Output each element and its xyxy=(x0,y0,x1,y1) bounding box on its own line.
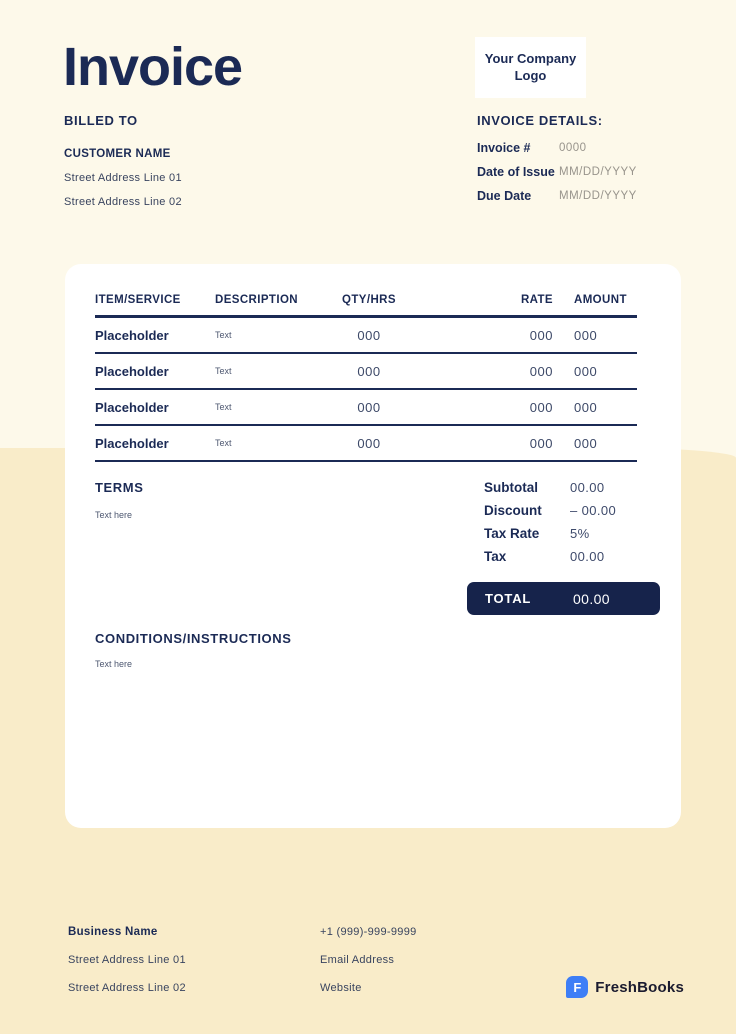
discount-label: Discount xyxy=(484,503,542,518)
total-value: 00.00 xyxy=(572,590,610,607)
billed-address-line-2: Street Address Line 02 xyxy=(64,196,182,208)
terms-and-totals-section xyxy=(95,480,660,615)
footer xyxy=(68,918,684,1002)
business-name: Business Name xyxy=(68,926,158,938)
due-date-label: Due Date xyxy=(477,189,532,203)
tax-rate-label: Tax Rate xyxy=(484,526,540,541)
tax-label: Tax xyxy=(484,549,507,564)
item-qty: 000 xyxy=(357,327,381,343)
business-address-line-2: Street Address Line 02 xyxy=(68,982,186,994)
item-rate: 000 xyxy=(529,399,553,415)
column-header-rate: RATE xyxy=(520,293,553,306)
invoice-card xyxy=(65,264,681,828)
conditions-text: Text here xyxy=(95,659,133,669)
item-description: Text xyxy=(215,402,232,412)
item-qty: 000 xyxy=(357,363,381,379)
discount-row xyxy=(484,503,660,526)
table-row xyxy=(95,318,637,354)
column-header-qty-hrs: QTY/HRS xyxy=(342,293,396,306)
invoice-details-heading: INVOICE DETAILS: xyxy=(477,113,603,128)
terms-section xyxy=(95,480,467,615)
item-rate: 000 xyxy=(529,435,553,451)
invoice-number-row xyxy=(477,136,637,160)
business-address-line-1: Street Address Line 01 xyxy=(68,954,186,966)
totals-section xyxy=(467,480,660,615)
subtotal-label: Subtotal xyxy=(484,480,538,495)
discount-value: – 00.00 xyxy=(570,503,617,518)
conditions-section xyxy=(95,631,660,669)
due-date-value: MM/DD/YYYY xyxy=(559,190,637,202)
freshbooks-logo xyxy=(566,976,684,998)
item-description: Text xyxy=(215,366,232,376)
item-name: Placeholder xyxy=(95,327,169,343)
email-address: Email Address xyxy=(320,954,395,966)
terms-text: Text here xyxy=(95,510,133,520)
invoice-number-label: Invoice # xyxy=(477,141,531,155)
freshbooks-wordmark: FreshBooks xyxy=(595,978,684,996)
line-items-table xyxy=(95,284,637,462)
tax-rate-row xyxy=(484,526,660,549)
footer-business-column xyxy=(68,918,320,1002)
item-amount: 000 xyxy=(574,363,598,379)
phone-number: +1 (999)-999-9999 xyxy=(320,926,417,938)
date-of-issue-value: MM/DD/YYYY xyxy=(559,166,637,178)
terms-heading: TERMS xyxy=(95,480,144,495)
total-label: TOTAL xyxy=(485,591,532,606)
table-row xyxy=(95,390,637,426)
website: Website xyxy=(320,982,362,994)
tax-row xyxy=(484,549,660,572)
item-name: Placeholder xyxy=(95,435,169,451)
item-description: Text xyxy=(215,438,232,448)
invoice-number-value: 0000 xyxy=(559,142,587,154)
column-header-amount: AMOUNT xyxy=(574,293,627,306)
column-header-description: DESCRIPTION xyxy=(215,293,298,306)
tax-rate-value: 5% xyxy=(570,526,590,541)
billed-to-heading: BILLED TO xyxy=(64,113,138,128)
freshbooks-icon: F xyxy=(566,976,588,998)
page-title: Invoice xyxy=(63,37,243,97)
conditions-heading: CONDITIONS/INSTRUCTIONS xyxy=(95,631,292,646)
item-name: Placeholder xyxy=(95,363,169,379)
item-qty: 000 xyxy=(357,435,381,451)
item-qty: 000 xyxy=(357,399,381,415)
item-description: Text xyxy=(215,330,232,340)
item-amount: 000 xyxy=(574,399,598,415)
company-logo-box xyxy=(475,37,586,98)
table-row xyxy=(95,426,637,462)
item-name: Placeholder xyxy=(95,399,169,415)
total-pill xyxy=(467,582,660,615)
item-amount: 000 xyxy=(574,435,598,451)
table-header-row xyxy=(95,284,637,318)
table-row xyxy=(95,354,637,390)
subtotal-row xyxy=(484,480,660,503)
subtotal-value: 00.00 xyxy=(570,480,605,495)
billed-to-section xyxy=(64,113,182,214)
tax-value: 00.00 xyxy=(570,549,605,564)
date-of-issue-label: Date of Issue xyxy=(477,165,555,179)
date-of-issue-row xyxy=(477,160,637,184)
due-date-row xyxy=(477,184,637,208)
customer-name: CUSTOMER NAME xyxy=(64,148,171,160)
item-amount: 000 xyxy=(574,327,598,343)
item-rate: 000 xyxy=(529,363,553,379)
billed-address-line-1: Street Address Line 01 xyxy=(64,172,182,184)
footer-contact-column xyxy=(320,918,417,1002)
item-rate: 000 xyxy=(529,327,553,343)
column-header-item-service: ITEM/SERVICE xyxy=(95,293,181,306)
invoice-details-section xyxy=(477,113,637,208)
company-logo-text: Your Company Logo xyxy=(484,50,577,83)
